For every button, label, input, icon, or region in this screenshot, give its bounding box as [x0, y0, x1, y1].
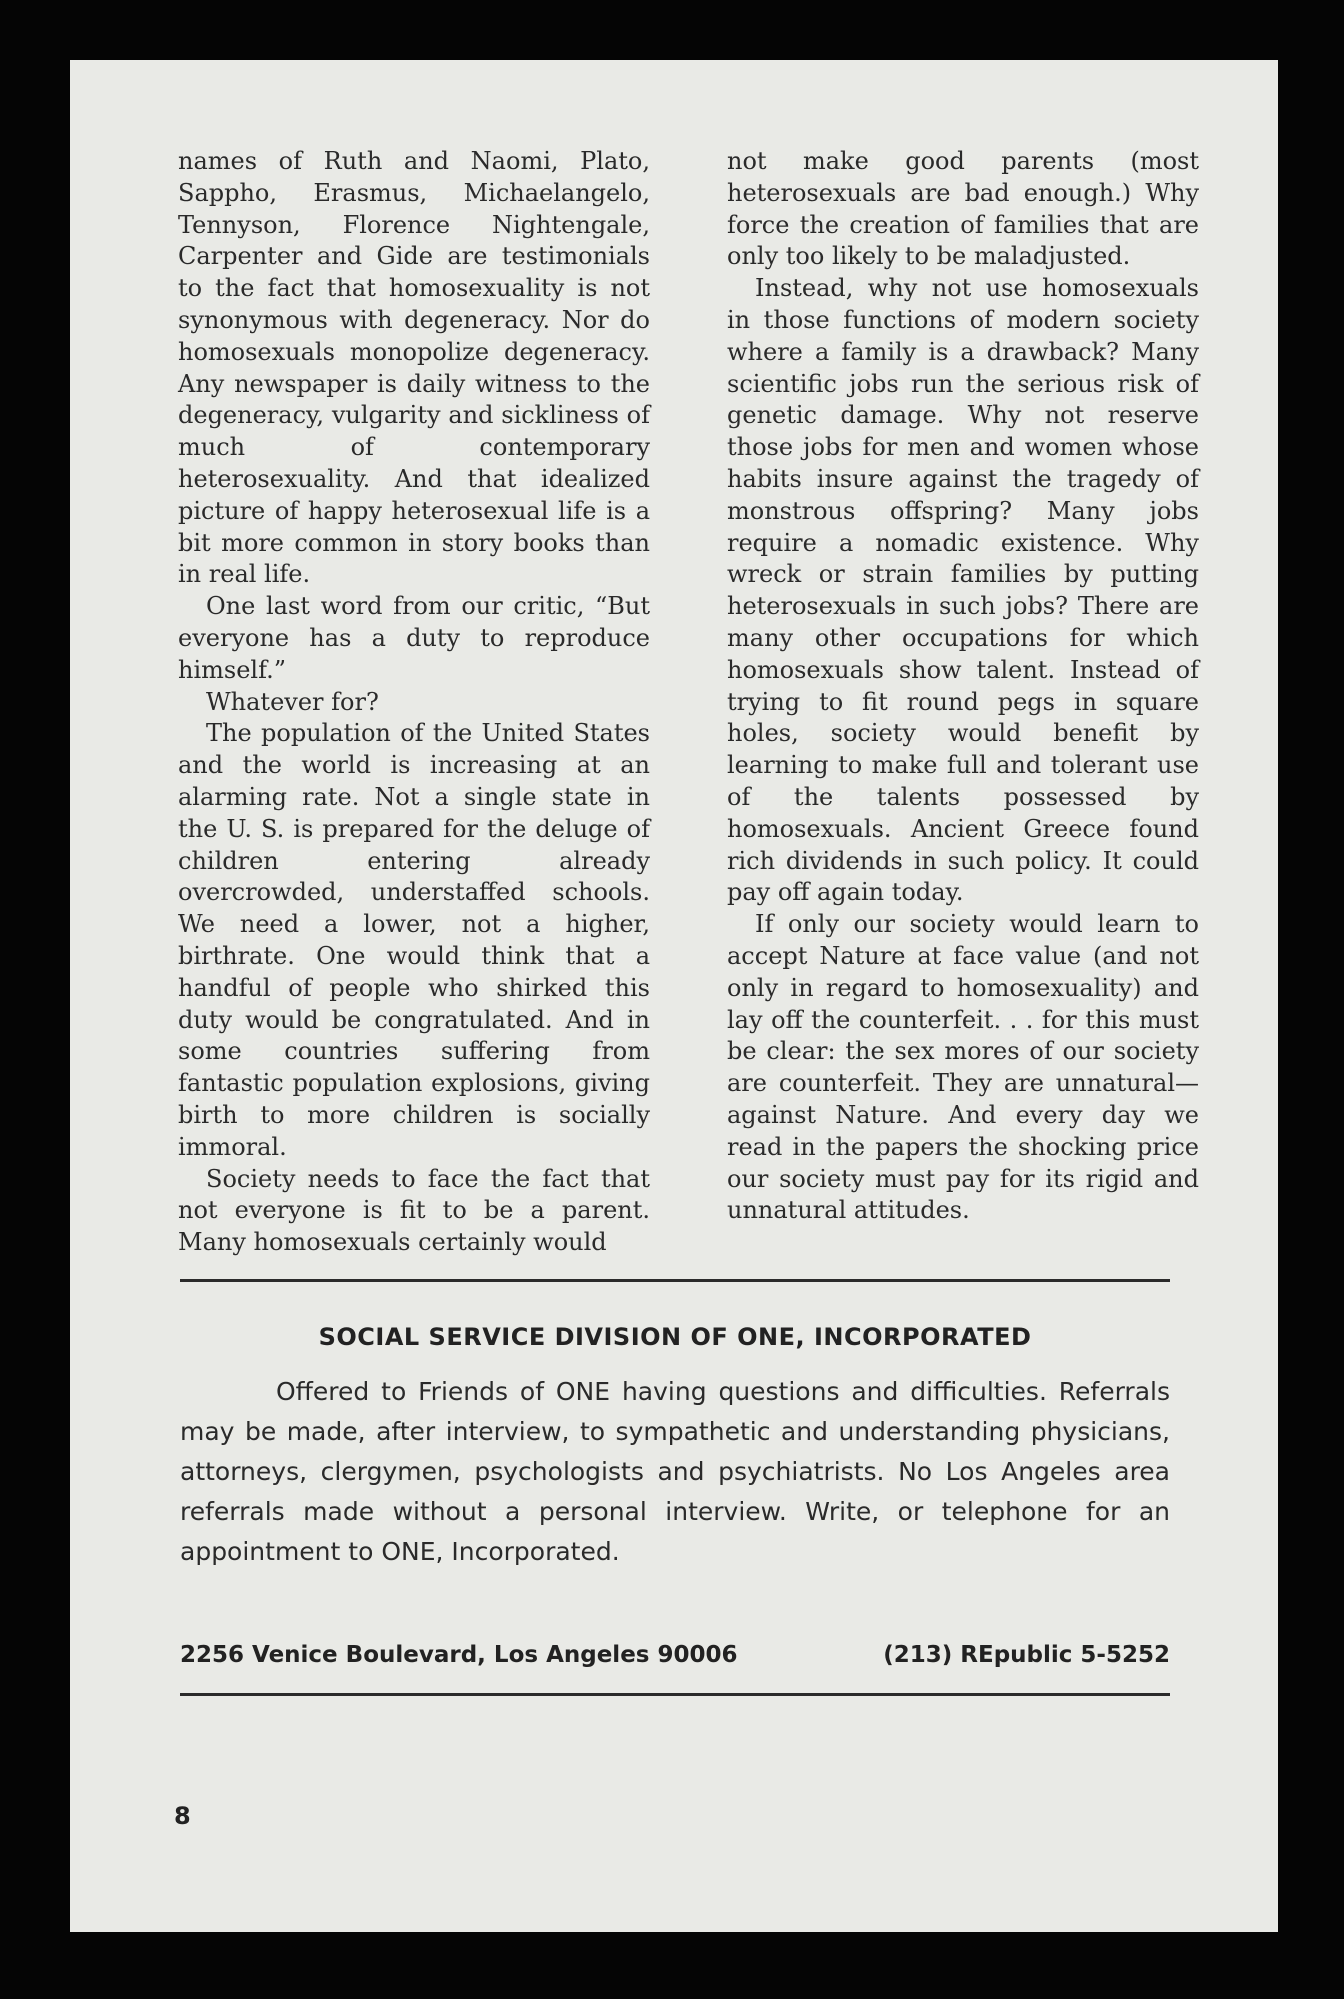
- notice-title: SOCIAL SERVICE DIVISION OF ONE, INCORPORATED: [318, 1323, 1032, 1351]
- top-divider-rule: [180, 1279, 1170, 1282]
- page-number: 8: [174, 1802, 191, 1830]
- article-paragraph: If only our society would learn to accept Nature at face value (and not only in regard to homosexuality) and lay off the counterfeit. . . for this must be clear: the sex mores of our society are counterfeit. They are unnatural— against Nature. And every day we read in the papers the shocking price our society must pay for its rigid and unnatural attitudes.: [727, 910, 1199, 1225]
- article-paragraph: Instead, why not use homosexuals in those functions of modern society where a family is a drawback? Many scientific jobs run the serious risk of genetic damage. Why not reserve those jobs for men and women whose habits insure against the tragedy of monstrous offspring? Many jobs require a nomadic existence. Why wreck or strain families by putting heterosexuals in such jobs? There are many other occupations for which homosexuals show talent. Instead of trying to fit round pegs in square holes, society would benefit by learning to make full and tolerant use of the talents possessed by homosexuals. Ancient Greece found rich dividends in such policy. It could pay off again today.: [727, 274, 1199, 907]
- notice-body: Offered to Friends of ONE having questions and difficulties. Referrals may be made, after interview, to sympathetic and understanding physicians, attorneys, clergymen, psychologists and psychiatrists. No Los Angeles area referrals made without a personal interview. Write, or telephone for an appointment to ONE, Incorporated.: [180, 1377, 1170, 1566]
- notice-phone: (213) REpublic 5-5252: [883, 1642, 1170, 1668]
- article-paragraph: Whatever for?: [206, 687, 379, 716]
- article-left-column: [178, 146, 650, 1259]
- article-right-column: [727, 146, 1199, 1227]
- bottom-divider-rule: [180, 1693, 1170, 1696]
- article-paragraph: One last word from our critic, “But everyone has a duty to reproduce himself.”: [178, 592, 650, 684]
- article-paragraph: not make good parents (most heterosexuals are bad enough.) Why force the creation of families that are only too likely to be maladjusted.: [727, 147, 1199, 271]
- article-paragraph: Society needs to face the fact that not everyone is fit to be a parent. Many homosexuals certainly would: [178, 1164, 650, 1257]
- document-page: [70, 60, 1278, 1932]
- article-paragraph: The population of the United States and the world is increasing at an alarming rate. Not a single state in the U. S. is prepared for the deluge of children entering already overcrowded, understaffed schools. We need a lower, not a higher, birthrate. One would think that a handful of people who shirked this duty would be congratulated. And in some countries suffering from fantastic population explosions, giving birth to more children is socially immoral.: [178, 719, 650, 1161]
- notice-address: 2256 Venice Boulevard, Los Angeles 90006: [180, 1642, 738, 1668]
- article-paragraph: names of Ruth and Naomi, Plato, Sappho, Erasmus, Michaelangelo, Tennyson, Florence Nightengale, Carpenter and Gide are testimonials to the fact that homosexuality is not synonymous with degeneracy. Nor do homosexuals monopolize degeneracy. Any newspaper is daily witness to the degeneracy, vulgarity and sickliness of much of contemporary heterosexuality. And that idealized picture of happy heterosexual life is a bit more common in story books than in real life.: [178, 147, 650, 589]
